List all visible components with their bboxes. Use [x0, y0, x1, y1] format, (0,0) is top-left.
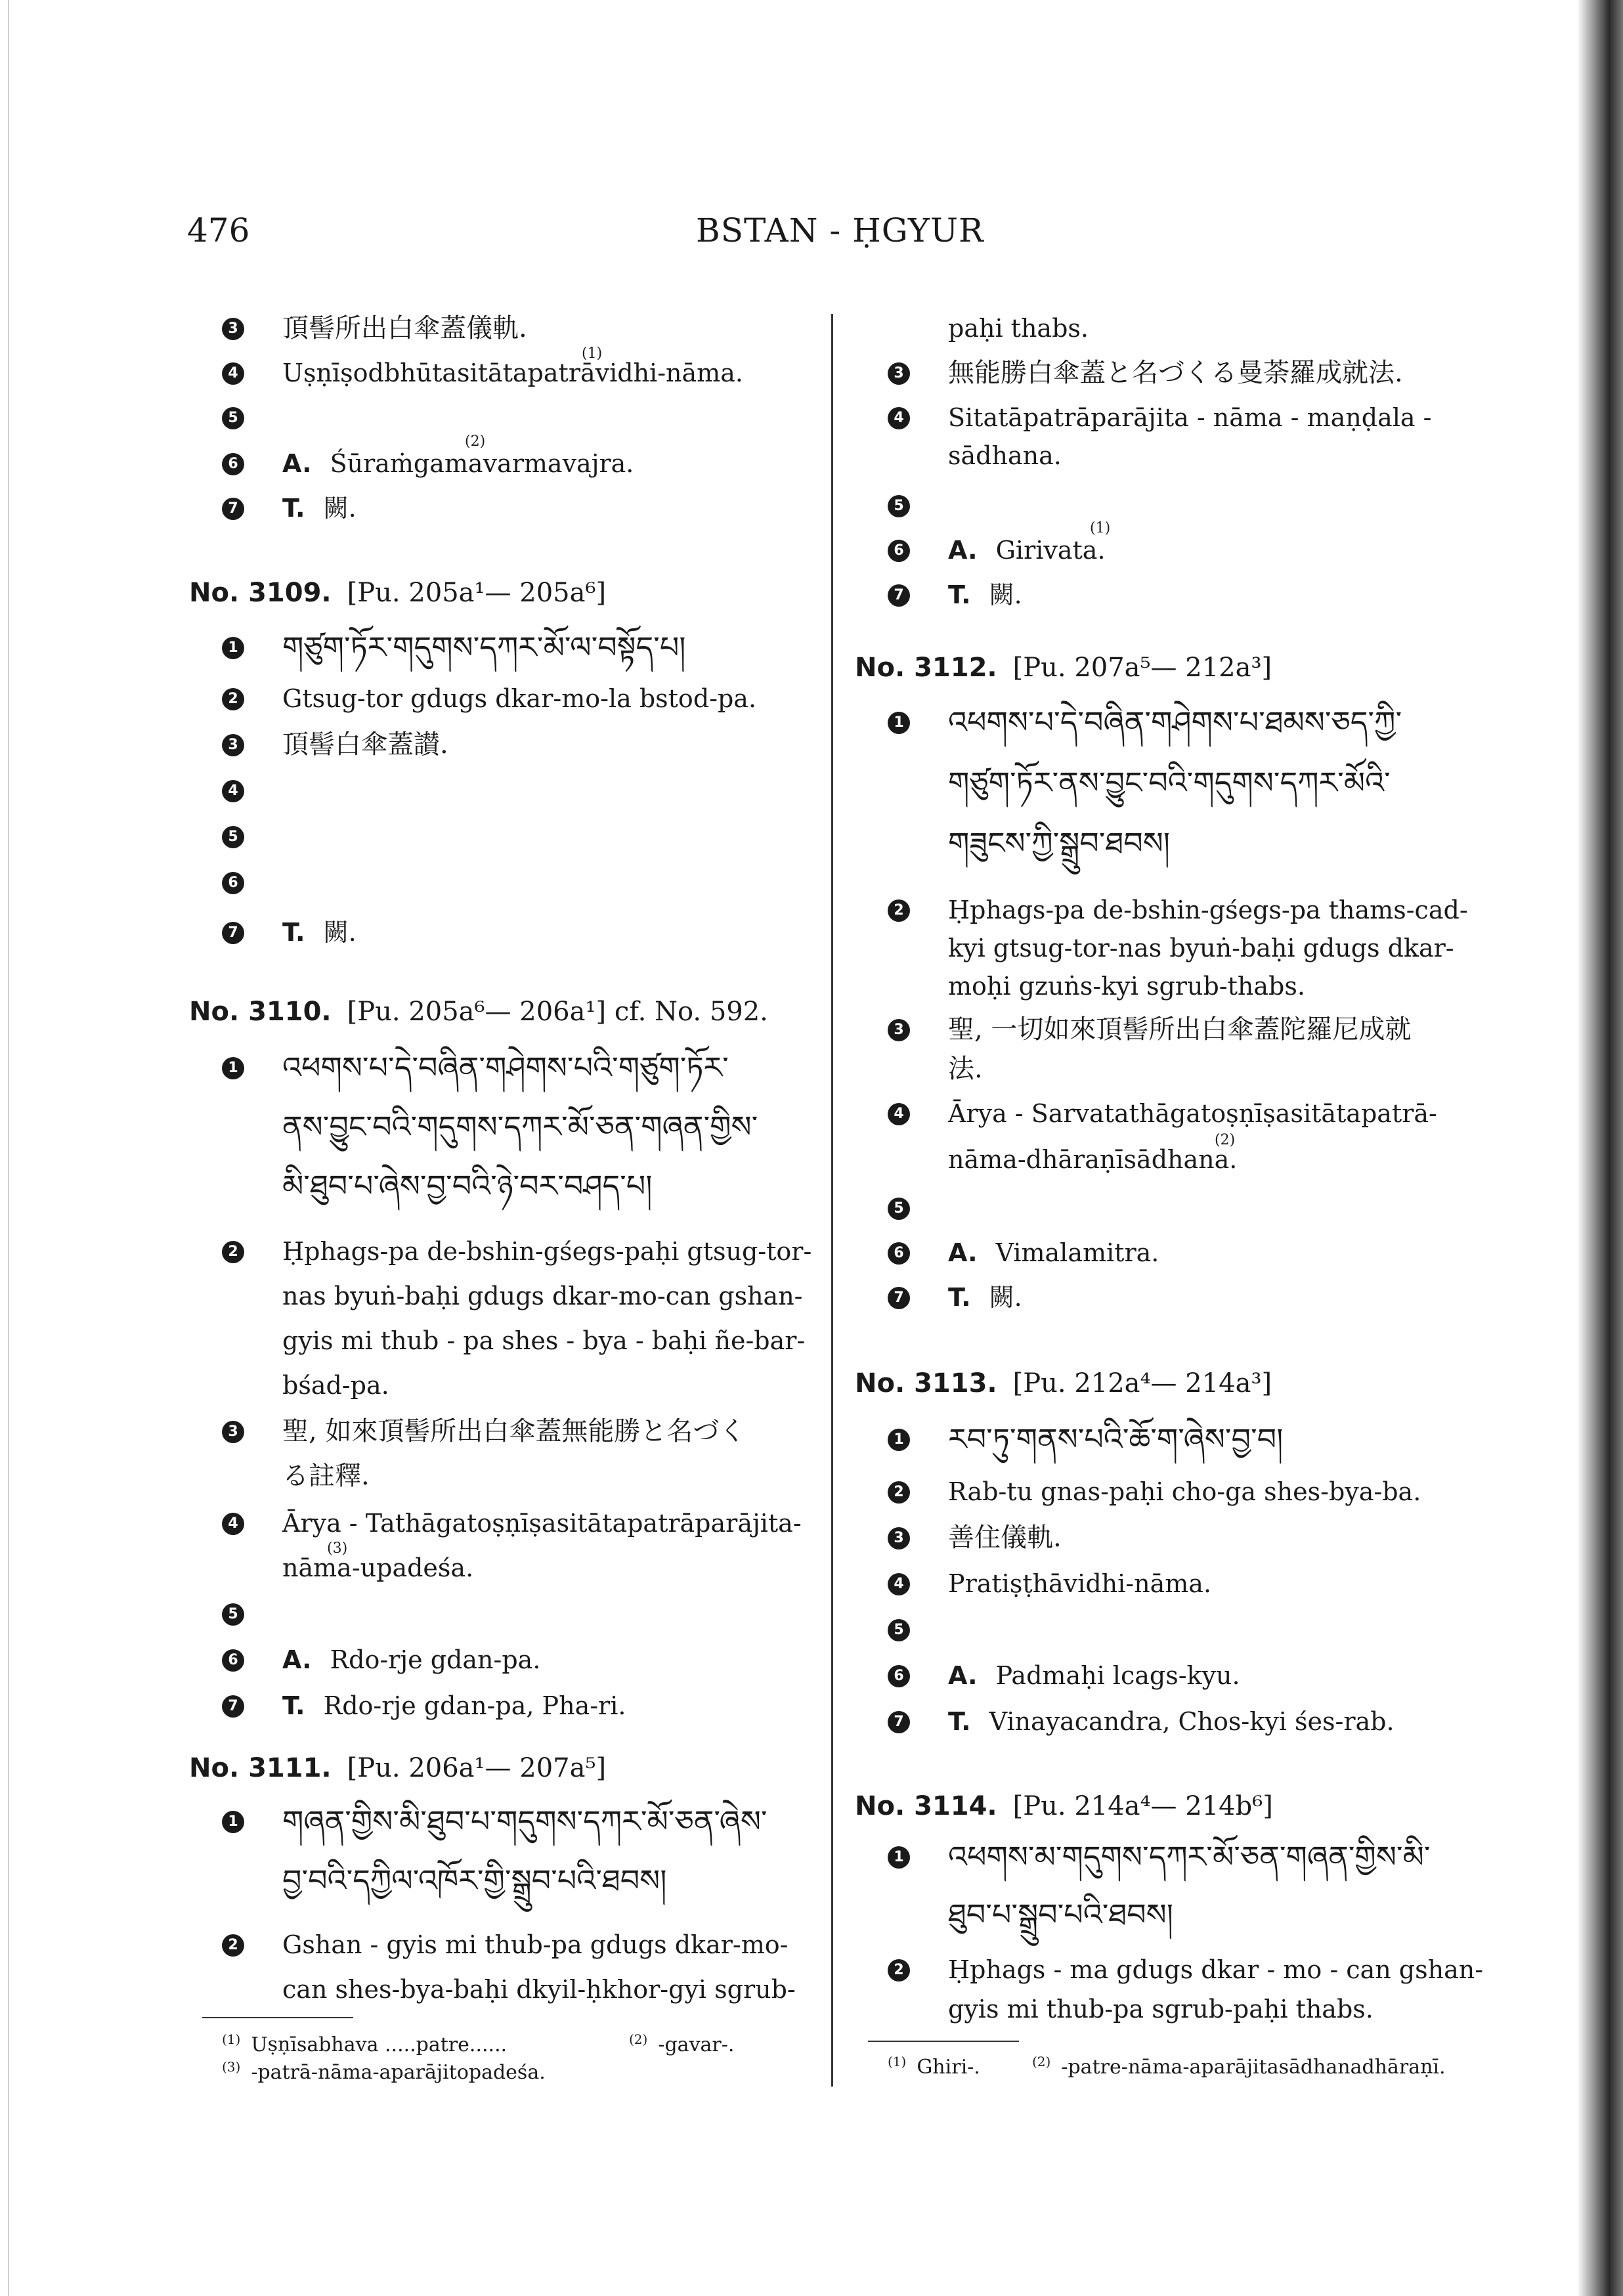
- number-marker: 5: [888, 495, 910, 517]
- number-marker: 1: [222, 637, 244, 659]
- number-marker: 6: [888, 1665, 910, 1687]
- tibetan-title-continued: བྱ་བའི་དཀྱིལ་འཁོར་གྱི་སྒྲུབ་པའི་ཐབས།: [282, 1863, 667, 1898]
- transliterated-title: Gtsug-tor gdugs dkar-mo-la bstod-pa.: [282, 684, 757, 713]
- folio-reference: [Pu. 212a⁴— 214a³]: [1012, 1368, 1272, 1398]
- entry-number: No. 3113.: [855, 1368, 997, 1398]
- number-marker: 4: [888, 407, 910, 429]
- footnote-number: (2): [1032, 2054, 1051, 2069]
- number-marker: 7: [888, 1287, 910, 1309]
- transliterated-title: Gshan - gyis mi thub-pa gdugs dkar-mo-: [282, 1930, 789, 1959]
- author-name: Rdo-rje gdan-pa.: [330, 1645, 541, 1674]
- number-marker: 3: [222, 318, 244, 340]
- chinese-title-continued: 法.: [948, 1054, 983, 1084]
- number-marker: 4: [222, 780, 244, 802]
- sanskrit-title: Ārya - Sarvatathāgatoṣṇīṣasitātapatrā-: [948, 1099, 1437, 1128]
- running-head: BSTAN - ḤGYUR: [696, 211, 984, 249]
- transliterated-title: Rab-tu gnas-paḥi cho-ga shes-bya-ba.: [948, 1477, 1421, 1506]
- number-marker: 4: [888, 1573, 910, 1595]
- transliterated-title: Ḥphags-pa de-bshin-gśegs-paḥi gtsug-tor-: [282, 1237, 812, 1266]
- tibetan-title: འཕགས་པ་དེ་བཞིན་གཤེགས་པ་ཐམས་ཅད་ཀྱི་: [948, 704, 1402, 740]
- tibetan-title-continued: མི་ཐུབ་པ་ཞེས་བྱ་བའི་ཉེ་བར་བཤད་པ།: [282, 1168, 653, 1203]
- footnote: [222, 2031, 507, 2056]
- author-name: Padmaḥi lcags-kyu.: [995, 1661, 1240, 1690]
- author-label: A.: [948, 1238, 978, 1267]
- translator-label: T.: [282, 1691, 305, 1720]
- page-number: 476: [187, 211, 250, 249]
- sanskrit-title: Ārya - Tathāgatoṣṇīṣasitātapatrāparājita-: [282, 1509, 802, 1538]
- author-label: A.: [948, 536, 978, 565]
- number-marker: 1: [888, 1429, 910, 1451]
- number-marker: 4: [222, 1513, 244, 1535]
- number-marker: 3: [888, 1019, 910, 1041]
- tibetan-title-continued: ནས་བྱུང་བའི་གདུགས་དཀར་མོ་ཅན་གཞན་གྱིས་: [282, 1109, 758, 1144]
- tibetan-title: གཙུག་ཏོར་གདུགས་དཀར་མོ་ལ་བསྟོད་པ།: [282, 630, 686, 665]
- sanskrit-title: Pratiṣṭhāvidhi-nāma.: [948, 1569, 1212, 1598]
- tibetan-title-continued: གཟུངས་ཀྱི་སྒྲུབ་ཐབས།: [948, 825, 1170, 861]
- footnote: [888, 2054, 980, 2079]
- tibetan-title-continued: ཐུབ་པ་སྒྲུབ་པའི་ཐབས།: [948, 1897, 1173, 1932]
- entry-number: No. 3109.: [189, 578, 332, 608]
- translator-name: Rdo-rje gdan-pa, Pha-ri.: [323, 1691, 626, 1720]
- number-marker: 6: [222, 1649, 244, 1672]
- number-marker: 2: [222, 1241, 244, 1263]
- number-marker: 1: [222, 1811, 244, 1833]
- footnote-number: (3): [222, 2059, 241, 2075]
- footnote-number: (1): [888, 2054, 907, 2069]
- number-marker: 3: [888, 362, 910, 385]
- tibetan-title: འཕགས་པ་དེ་བཞིན་གཤེགས་པའི་གཙུག་ཏོར་: [282, 1050, 729, 1085]
- translator-name: 闕.: [323, 494, 357, 523]
- number-marker: 5: [222, 407, 244, 429]
- author-label: A.: [282, 1645, 312, 1674]
- transliterated-title-continued: gyis mi thub - pa shes - bya - baḥi ñe-bar-: [282, 1326, 806, 1355]
- entry-heading-3114: [855, 1791, 1273, 1821]
- sanskrit-title-continued: nāma-upadeśa.: [282, 1553, 474, 1582]
- tibetan-title: རབ་ཏུ་གནས་པའི་ཆོ་ག་ཞེས་བྱ་བ།: [948, 1421, 1284, 1457]
- entry-heading-3111: [189, 1753, 606, 1783]
- number-marker: 1: [222, 1057, 244, 1079]
- footnote-text: Ghiri-.: [917, 2056, 980, 2079]
- chinese-title: 頂髻所出白傘蓋儀軌.: [282, 313, 527, 343]
- number-marker: 5: [888, 1619, 910, 1641]
- translator-label: T.: [948, 1707, 971, 1736]
- number-marker: 7: [222, 498, 244, 520]
- translator-name: 闕.: [989, 580, 1022, 609]
- number-marker: 4: [888, 1103, 910, 1125]
- chinese-title-continued: る註釋.: [282, 1461, 370, 1491]
- footnote-text: -patrā-nāma-aparājitopadeśa.: [251, 2061, 546, 2084]
- chinese-title: 頂髻白傘蓋讃.: [282, 729, 448, 760]
- folio-reference: [Pu. 205a¹— 205a⁶]: [347, 578, 607, 608]
- number-marker: 2: [888, 1959, 910, 1982]
- folio-reference: [Pu. 207a⁵— 212a³]: [1012, 653, 1272, 683]
- translator-name: Vinayacandra, Chos-kyi śes-rab.: [989, 1707, 1395, 1736]
- entry-heading-3110: [189, 997, 768, 1027]
- entry-heading-3113: [855, 1368, 1272, 1398]
- number-marker: 2: [222, 688, 244, 710]
- transliterated-title-continued: kyi gtsug-tor-nas byuṅ-baḥi gdugs dkar-: [948, 934, 1454, 963]
- translator-name: 闕.: [323, 918, 357, 947]
- number-marker: 1: [888, 1846, 910, 1869]
- author-name: Vimalamitra.: [995, 1238, 1159, 1267]
- footnote-mark: (1): [582, 345, 603, 362]
- footnote-rule: [202, 2017, 353, 2018]
- folio-reference: [Pu. 206a¹— 207a⁵]: [347, 1753, 607, 1783]
- sanskrit-title-continued: sādhana.: [948, 441, 1062, 470]
- entry-number: No. 3114.: [855, 1791, 997, 1821]
- left-page-edge: [8, 0, 9, 2296]
- number-marker: 3: [888, 1527, 910, 1549]
- entry-number: No. 3110.: [189, 997, 332, 1027]
- footnote-number: (1): [222, 2031, 241, 2047]
- translator-label: T.: [948, 1283, 971, 1312]
- entry-number: No. 3111.: [189, 1753, 332, 1783]
- entry-heading-3109: [189, 578, 606, 608]
- footnote-text: -patre-nāma-aparājitasādhanadhāraṇī.: [1061, 2056, 1446, 2079]
- footnote: [222, 2059, 546, 2084]
- number-marker: 1: [888, 712, 910, 734]
- number-marker: 2: [222, 1934, 244, 1957]
- author-label: A.: [948, 1661, 978, 1690]
- folio-reference: [Pu. 214a⁴— 214b⁶]: [1012, 1791, 1273, 1821]
- sanskrit-title: Uṣṇīṣodbhūtasitātapatrāvidhi-nāma.: [282, 358, 743, 387]
- number-marker: 2: [888, 899, 910, 922]
- transliterated-title-continued: can shes-bya-baḥi dkyil-ḥkhor-gyi sgrub-: [282, 1975, 796, 2004]
- number-marker: 7: [222, 1695, 244, 1718]
- entry-number: No. 3112.: [855, 653, 997, 683]
- number-marker: 6: [222, 872, 244, 894]
- footnote: [1032, 2054, 1446, 2079]
- chinese-title: 無能勝白傘蓋と名づくる曼荼羅成就法.: [948, 358, 1403, 388]
- number-marker: 6: [222, 453, 244, 475]
- chinese-title: 聖, 如來頂髻所出白傘蓋無能勝と名づく: [282, 1416, 746, 1446]
- number-marker: 5: [222, 1603, 244, 1626]
- footnote-rule: [868, 2041, 1019, 2042]
- number-marker: 7: [888, 584, 910, 607]
- chinese-title: 善住儀軌.: [948, 1523, 1062, 1553]
- number-marker: 5: [888, 1198, 910, 1220]
- entry-heading-3112: [855, 653, 1272, 683]
- sanskrit-title: Sitatāpatrāparājita - nāma - maṇḍala -: [948, 403, 1432, 432]
- tibetan-title: འཕགས་མ་གདུགས་དཀར་མོ་ཅན་གཞན་གྱིས་མི་: [948, 1839, 1431, 1874]
- footnote-mark: (1): [1090, 520, 1111, 536]
- transliterated-title: Ḥphags - ma gdugs dkar - mo - can gshan-: [948, 1955, 1484, 1984]
- sanskrit-title-continued: nāma-dhāraṇīsādhana.: [948, 1145, 1238, 1174]
- number-marker: 7: [222, 922, 244, 944]
- footnote-number: (2): [629, 2031, 648, 2047]
- author-name: Śūraṁgamavarmavajra.: [330, 449, 634, 478]
- transliterated-title: Ḥphags-pa de-bshin-gśegs-pa thams-cad-: [948, 896, 1468, 924]
- number-marker: 2: [888, 1481, 910, 1504]
- book-binding-edge: [1577, 0, 1623, 2296]
- folio-reference: [Pu. 205a⁶— 206a¹] cf. No. 592.: [347, 997, 768, 1027]
- footnote-text: -gavar-.: [658, 2033, 735, 2056]
- transliterated-title-continued: nas byuṅ-baḥi gdugs dkar-mo-can gshan-: [282, 1282, 803, 1310]
- number-marker: 4: [222, 362, 244, 385]
- transliterated-title-continued: gyis mi thub-pa sgrub-paḥi thabs.: [948, 1995, 1374, 2024]
- number-marker: 5: [222, 826, 244, 848]
- translator-label: T.: [282, 918, 305, 947]
- transliterated-title-continued: paḥi thabs.: [948, 314, 1089, 343]
- number-marker: 6: [888, 1242, 910, 1265]
- footnote-text: Uṣṇīsabhava .....patre......: [251, 2033, 508, 2056]
- chinese-title: 聖, 一切如來頂髻所出白傘蓋陀羅尼成就: [948, 1014, 1412, 1045]
- translator-name: 闕.: [989, 1283, 1022, 1312]
- transliterated-title-continued: bśad-pa.: [282, 1371, 389, 1400]
- translator-label: T.: [282, 494, 305, 523]
- footnote: [629, 2031, 734, 2056]
- footnote-mark: (3): [327, 1540, 348, 1557]
- transliterated-title-continued: moḥi gzuṅs-kyi sgrub-thabs.: [948, 972, 1305, 1001]
- number-marker: 3: [222, 734, 244, 756]
- number-marker: 3: [222, 1421, 244, 1443]
- translator-label: T.: [948, 580, 971, 609]
- author-name: Girivata.: [995, 536, 1106, 565]
- footnote-mark: (2): [1215, 1132, 1236, 1148]
- number-marker: 7: [888, 1711, 910, 1733]
- tibetan-title-continued: གཙུག་ཏོར་ནས་བྱུང་བའི་གདུགས་དཀར་མོའི་: [948, 765, 1391, 800]
- tibetan-title: གཞན་གྱིས་མི་ཐུབ་པ་གདུགས་དཀར་མོ་ཅན་ཞེས་: [282, 1804, 768, 1839]
- author-label: A.: [282, 449, 312, 478]
- number-marker: 6: [888, 540, 910, 562]
- column-divider: [831, 314, 833, 2087]
- footnote-mark: (2): [465, 433, 486, 450]
